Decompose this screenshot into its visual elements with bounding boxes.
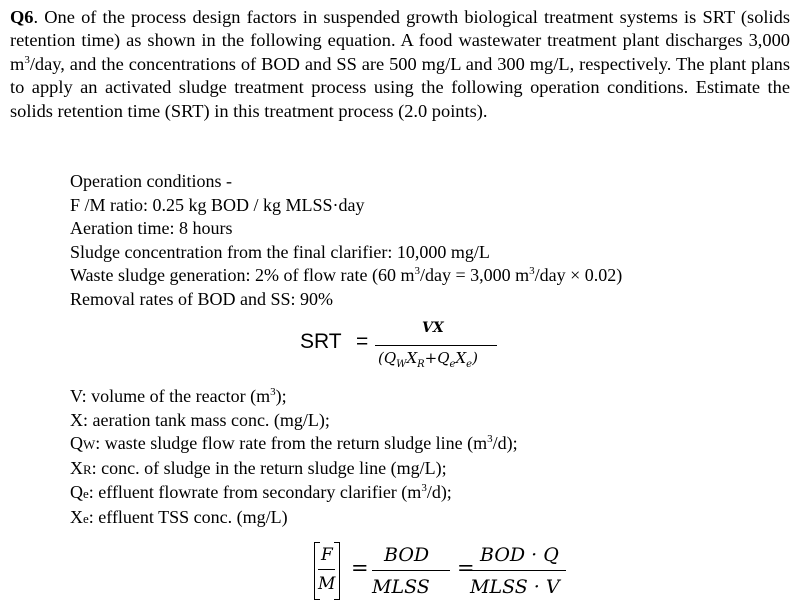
def-qw	[70, 432, 518, 457]
question-text	[10, 6, 790, 123]
conditions-heading: Operation conditions -	[70, 171, 232, 191]
condition-fm-ratio: F /M ratio: 0.25 kg BOD / kg MLSS·day	[70, 194, 365, 215]
srt-numerator: VX	[422, 320, 444, 336]
waste-text-b: /day = 3,000 m	[419, 265, 530, 286]
srt-denominator: $(Q_WX_R+Q_eX_e)$	[378, 349, 478, 370]
def-v	[70, 385, 518, 409]
condition-removal-rates: Removal rates of BOD and SS: 90%	[70, 288, 333, 309]
superscript: 3	[270, 386, 276, 398]
def-qw-text: : waste sludge flow rate from the return sludge line (m	[95, 433, 488, 454]
def-v-end: );	[275, 386, 287, 406]
condition-waste-sludge	[70, 264, 622, 288]
condition-aeration-time: Aeration time: 8 hours	[70, 218, 233, 239]
question-text-part-2: /day, and the concentrations of BOD and SS are 500 mg/L and 300 mg/L, respectively. The plant plans to apply an activated sludge treatment process using the following operation conditions. Estimate the solids retention time (SRT) in this treatment process (2.0 points).	[10, 53, 790, 121]
superscript: 3	[414, 265, 420, 278]
def-qe-subscript: e	[83, 486, 89, 502]
equals-sign: =	[356, 330, 369, 353]
def-qe	[70, 481, 518, 506]
waste-text-c: /day × 0.02)	[534, 265, 623, 286]
def-xr	[70, 457, 518, 482]
def-xr-symbol: X	[70, 457, 83, 478]
superscript: 3	[529, 265, 535, 278]
def-x: X: aeration tank mass conc. (mg/L);	[70, 409, 330, 430]
question-text-part-1: . One of the process design factors in suspended growth biological treatment systems is SRT (solids retention time) as shown in the following equation. A food wastewater treatment plant discharges 3,000 m	[10, 7, 790, 74]
def-xe-symbol: X	[70, 506, 83, 527]
def-qe-text: : effluent flowrate from secondary clarifier (m	[88, 482, 422, 503]
superscript: 3	[487, 433, 493, 446]
def-xe-text: : effluent TSS conc. (mg/L)	[88, 506, 288, 527]
fraction-bar	[318, 569, 335, 570]
def-qe-symbol: Q	[70, 482, 83, 503]
superscript: 3	[24, 53, 30, 66]
fm-ratio-equation	[314, 540, 574, 610]
def-xr-subscript: R	[83, 461, 92, 477]
fraction-bar	[372, 570, 450, 571]
def-qw-end: /d);	[492, 433, 518, 454]
waste-text-a: Waste sludge generation: 2% of flow rate (60 m	[70, 265, 415, 286]
fm-bod-q: BOD · Q	[480, 544, 559, 566]
def-qe-end: /d);	[426, 482, 452, 503]
def-qw-subscript: W	[83, 437, 96, 453]
fm-bod: BOD	[384, 544, 430, 566]
question-number: Q6	[10, 7, 34, 27]
superscript: 3	[421, 482, 427, 495]
def-qw-symbol: Q	[70, 433, 83, 454]
def-xe	[70, 506, 518, 531]
variable-definitions	[70, 385, 518, 531]
fm-f: F	[321, 545, 333, 565]
equals-sign: =	[351, 556, 369, 580]
srt-label: SRT	[300, 330, 342, 353]
fraction-bar	[375, 345, 497, 346]
fm-mlss: MLSS	[372, 576, 430, 598]
def-xe-subscript: e	[83, 510, 89, 526]
equals-sign: =	[457, 556, 475, 580]
def-v-text: V: volume of the reactor (m	[70, 386, 271, 406]
srt-equation	[300, 318, 540, 378]
operation-conditions	[70, 170, 622, 312]
condition-sludge-concentration: Sludge concentration from the final clarifier: 10,000 mg/L	[70, 241, 490, 262]
fraction-bar	[470, 570, 566, 571]
def-xr-text: : conc. of sludge in the return sludge line (mg/L);	[91, 457, 447, 478]
fm-mlss-v: MLSS · V	[470, 576, 560, 598]
fm-m: M	[318, 574, 336, 594]
